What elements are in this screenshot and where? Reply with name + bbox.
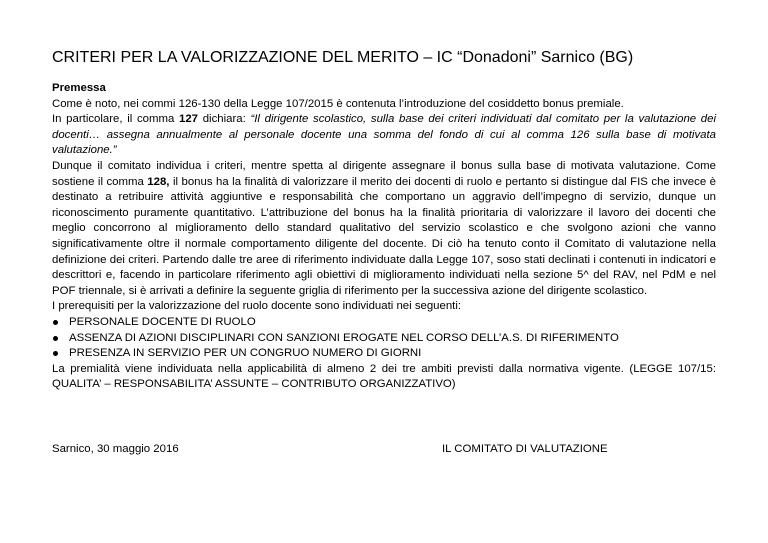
paragraph-comma-128-text: Dunque il comitato individua i criteri, mentre spetta al dirigente assegnare il bonus sulla base di motivata valutazione. Come sostiene il comma	[52, 159, 716, 188]
paragraph-comma-127-text: In particolare, il comma	[52, 113, 180, 126]
paragraph-comma-128	[52, 159, 716, 299]
list-item-label: ASSENZA DI AZIONI DISCIPLINARI CON SANZIONI EROGATE NEL CORSO DELL’A.S. DI RIFERIMENTO	[69, 331, 619, 344]
list-item	[52, 315, 716, 331]
document-body	[52, 81, 716, 393]
paragraph-intro: Come è noto, nei commi 126-130 della Legge 107/2015 è contenuta l’introduzione del cosiddetto bonus premiale.	[52, 97, 624, 110]
list-item-label: PRESENZA IN SERVIZIO PER UN CONGRUO NUMERO DI GIORNI	[69, 347, 422, 360]
law-quote: “Il dirigente scolastico, sulla base dei criteri individuati dal comitato per la valutazione dei docenti… assegna annualmente al personale docente una somma del fondo di cui al comma 126 sulla base di motivata valutazione.”	[52, 113, 716, 157]
list-item-label: PERSONALE DOCENTE DI RUOLO	[69, 315, 256, 328]
place-date: Sarnico, 30 maggio 2016	[52, 443, 179, 455]
section-heading: Premessa	[52, 82, 106, 94]
prerequisites-list	[52, 315, 716, 362]
comma-128-number: 128,	[147, 175, 170, 188]
paragraph-prerequisites: I prerequisiti per la valorizzazione del ruolo docente sono individuati nei seguenti:	[52, 300, 462, 313]
bullet-icon	[53, 351, 58, 356]
paragraph-comma-127-middle: dichiara:	[198, 113, 251, 126]
list-item	[52, 331, 716, 347]
paragraph-comma-128-rest: il bonus ha la finalità di valorizzare il merito dei docenti di ruolo e pertanto si distingue dal FIS che invece è destinato a retribuire attività aggiuntive e responsabilità che comportano un aggravio dell’impegno di servizio, dunque un riconoscimento puramente quantitativo. L’attribuzione del bonus ha la finalità prioritaria di valorizzare il lavoro dei docenti che meglio concorrono al miglioramento dello standard qualitativo del servizio scolastico e che svolgono azioni che vanno significativamente oltre il normale comportamento diligente del docente. Di ciò ha tenuto conto il Comitato di valutazione nella definizione dei criteri. Partendo dalle tre aree di riferimento individuate dalla Legge 107, soso stati declinati i contenuti in indicatori e descrittori e, facendo in particolare riferimento agli obiettivi di miglioramento individuati nella sezione 5^ del RAV, nel PdM e nel POF triennale, si è arrivati a definire la seguente griglia di riferimento per la successiva azione del dirigente scolastico.	[52, 175, 716, 297]
bullet-icon	[53, 336, 58, 341]
committee-signature: IL COMITATO DI VALUTAZIONE	[442, 443, 608, 455]
list-item	[52, 346, 716, 362]
paragraph-premialita: La premialità viene individuata nella applicabilità di almeno 2 dei tre ambiti previsti dalla normativa vigente. (LEGGE 107/15: QUALITA’ – RESPONSABILITA’ ASSUNTE – CONTRIBUTO ORGANIZZATIVO)	[52, 362, 716, 391]
document-title: CRITERI PER LA VALORIZZAZIONE DEL MERITO – IC “Donadoni” Sarnico (BG)	[52, 49, 634, 66]
bullet-icon	[53, 320, 58, 325]
comma-127-number: 127	[179, 113, 199, 126]
paragraph-comma-127	[52, 112, 716, 159]
